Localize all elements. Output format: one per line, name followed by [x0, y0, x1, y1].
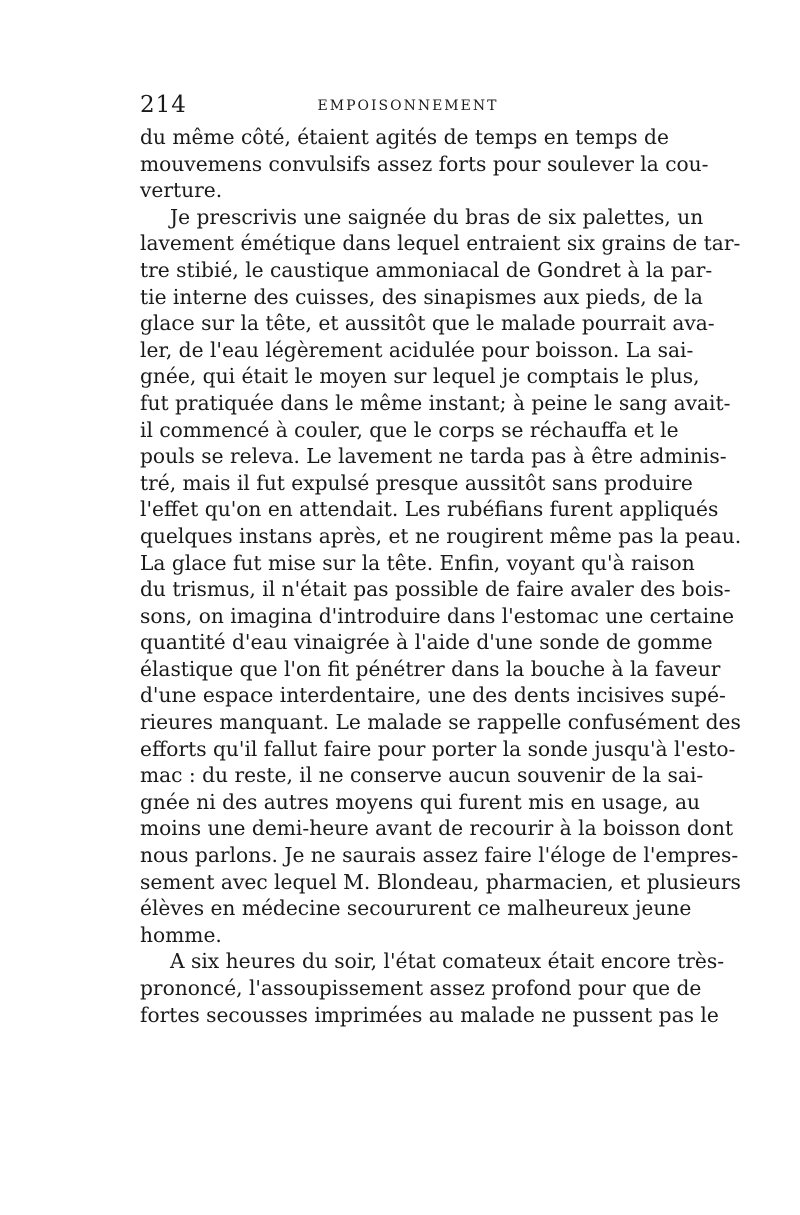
- text-line: tie interne des cuisses, des sinapismes aux pieds, de la: [140, 284, 703, 309]
- text-line: efforts qu'il fallut faire pour porter la sonde jusqu'à l'esto-: [140, 736, 736, 761]
- text-line: La glace fut mise sur la tête. Enfin, voyant qu'à raison: [140, 550, 695, 575]
- text-line: homme.: [140, 922, 222, 947]
- text-line: A six heures du soir, l'état comateux était encore très-: [170, 949, 725, 974]
- paragraph: [140, 948, 725, 1028]
- text-line: quelques instans après, et ne rougirent même pas la peau.: [140, 523, 742, 548]
- text-line: lavement émétique dans lequel entraient six grains de tar-: [140, 231, 741, 256]
- text-line: élastique que l'on fit pénétrer dans la bouche à la faveur: [140, 656, 721, 681]
- text-line: gnée ni des autres moyens qui furent mis en usage, au: [140, 789, 700, 814]
- page-number: 214: [140, 92, 187, 118]
- text-line: nous parlons. Je ne saurais assez faire l'éloge de l'empres-: [140, 843, 739, 868]
- text-line: prononcé, l'assoupissement assez profond pour que de: [140, 976, 702, 1000]
- text-line: gnée, qui était le moyen sur lequel je comptais le plus,: [140, 364, 700, 389]
- text-line: Je prescrivis une saignée du bras de six palettes, un: [170, 204, 704, 229]
- running-title: EMPOISONNEMENT: [317, 98, 499, 114]
- text-line: tré, mais il fut expulsé presque aussitôt sans produire: [140, 470, 693, 495]
- body-text: [140, 124, 742, 1028]
- text-line: pouls se releva. Le lavement ne tarda pas à être adminis-: [140, 444, 727, 469]
- text-line: mouvemens convulsifs assez forts pour soulever la cou-: [140, 151, 709, 176]
- text-line: élèves en médecine secoururent ce malheureux jeune: [140, 896, 692, 921]
- text-line: d'une espace interdentaire, une des dents incisives supé-: [140, 683, 726, 708]
- text-line: du même côté, étaient agités de temps en temps de: [140, 125, 669, 149]
- text-line: rieures manquant. Le malade se rappelle confusément des: [140, 710, 741, 735]
- paragraph: [140, 204, 742, 949]
- text-line: il commencé à couler, que le corps se réchauffa et le: [140, 417, 679, 442]
- text-line: fortes secousses imprimées au malade ne pussent pas le: [140, 1002, 719, 1027]
- text-line: verture.: [140, 178, 223, 203]
- page-header: [140, 92, 656, 120]
- text-line: fut pratiquée dans le même instant; à peine le sang avait-: [140, 390, 731, 415]
- book-page: [140, 92, 742, 1028]
- text-line: glace sur la tête, et aussitôt que le malade pourrait ava-: [140, 311, 715, 336]
- text-line: sons, on imagina d'introduire dans l'estomac une certaine: [140, 603, 735, 628]
- text-line: mac : du reste, il ne conserve aucun souvenir de la sai-: [140, 763, 704, 788]
- text-line: tre stibié, le caustique ammoniacal de Gondret à la par-: [140, 257, 713, 282]
- text-line: l'effet qu'on en attendait. Les rubéfians furent appliqués: [140, 497, 719, 522]
- paragraph: [140, 124, 709, 204]
- text-line: sement avec lequel M. Blondeau, pharmacien, et plusieurs: [140, 869, 741, 894]
- text-line: moins une demi-heure avant de recourir à la boisson dont: [140, 816, 734, 841]
- text-line: quantité d'eau vinaigrée à l'aide d'une sonde de gomme: [140, 630, 713, 655]
- text-line: ler, de l'eau légèrement acidulée pour boisson. La sai-: [140, 337, 694, 362]
- text-line: du trismus, il n'était pas possible de faire avaler des bois-: [140, 577, 731, 602]
